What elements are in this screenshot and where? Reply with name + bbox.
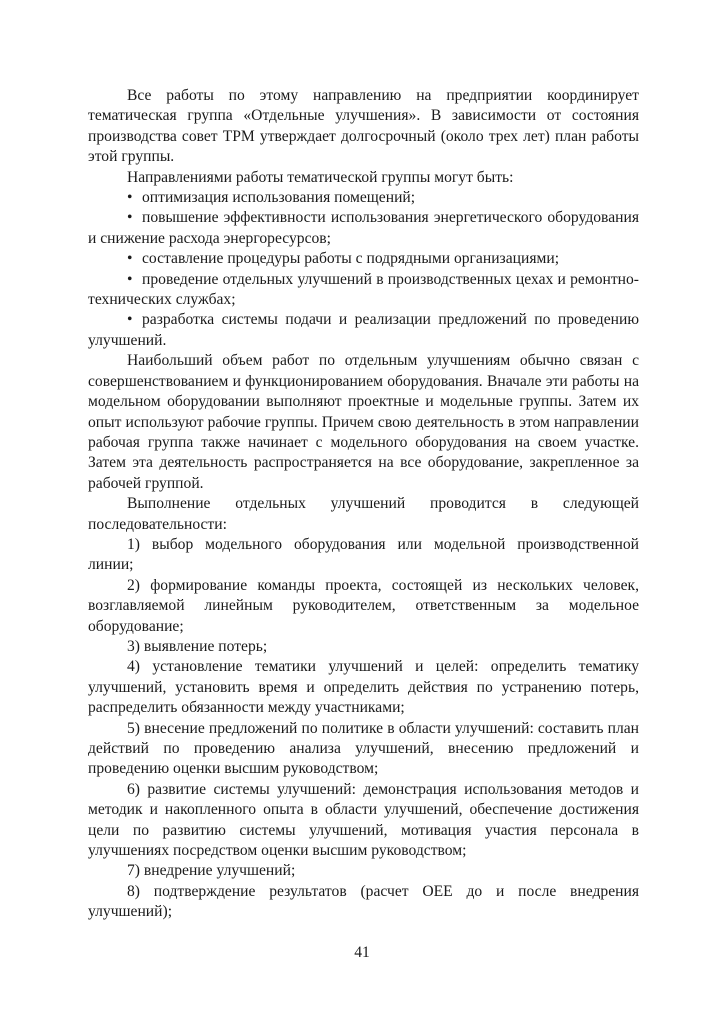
bullet-item [88, 270, 639, 311]
bullet-item [88, 249, 639, 269]
page-number: 41 [354, 944, 370, 961]
bullet-text: проведение отдельных улучшений в производственных цехах и ремонтно-технических службах; [88, 270, 639, 309]
list-item: 7) внедрение улучшений; [127, 862, 296, 880]
paragraph: Выполнение отдельных улучшений проводится в следующей последовательности: [88, 495, 639, 533]
page-body [88, 86, 639, 923]
list-item: 1) выбор модельного оборудования или модельной производственной линии; [88, 535, 639, 574]
paragraph: Все работы по этому направлению на предприятии координирует тематическая группа «Отдельные улучшения». В зависимости от состояния производства совет ТРМ утверждает долгосрочный (около трех лет) план работы этой группы. [88, 87, 639, 166]
paragraph: Наибольший объем работ по отдельным улучшениям обычно связан с совершенствованием и функционированием оборудования. Вначале эти работы на модельном оборудовании выполняют проектные и модельные группы. Затем их опыт используют рабочие группы. Причем свою деятельность в этом направлении рабочая группа также начинает с модельного оборудования на своем участке. Затем эта деятельность распространяется на все оборудование, закрепленное за рабочей группой. [88, 352, 639, 492]
list-item: 4) установление тематики улучшений и целей: определить тематику улучшений, установить время и определить действия по устранению потерь, распределить обязанности между участниками; [88, 658, 639, 717]
bullet-item [88, 208, 639, 249]
list-item: 2) формирование команды проекта, состоящей из нескольких человек, возглавляемой линейным руководителем, ответственным за модельное оборудование; [88, 576, 639, 635]
list-item: 8) подтверждение результатов (расчет ОЕЕ до и после внедрения улучшений); [88, 882, 639, 921]
bullet-icon: • [127, 250, 133, 268]
paragraph: Направлениями работы тематической группы могут быть: [127, 168, 514, 186]
bullet-icon: • [127, 311, 133, 329]
bullet-text: повышение эффективности использования энергетического оборудования и снижение расхода энергоресурсов; [88, 209, 639, 247]
bullet-icon: • [127, 209, 133, 227]
bullet-item [88, 188, 639, 208]
list-item: 5) внесение предложений по политике в области улучшений: составить план действий по проведению анализа улучшений, внесению предложений и проведению оценки высшим руководством; [88, 719, 639, 778]
list-item: 3) выявление потерь; [127, 637, 268, 655]
bullet-item [88, 310, 639, 351]
bullet-text: оптимизация использования помещений; [142, 189, 416, 207]
bullet-text: разработка системы подачи и реализации предложений по проведению улучшений. [88, 311, 639, 349]
bullet-icon: • [127, 189, 133, 207]
bullet-text: составление процедуры работы с подрядными организациями; [142, 250, 560, 268]
bullet-icon: • [127, 270, 133, 288]
list-item: 6) развитие системы улучшений: демонстрация использования методов и методик и накопленного опыта в области улучшений, обеспечение достижения цели по развитию системы улучшений, мотивация участия персонала в улучшениях посредством оценки высшим руководством; [88, 780, 639, 860]
